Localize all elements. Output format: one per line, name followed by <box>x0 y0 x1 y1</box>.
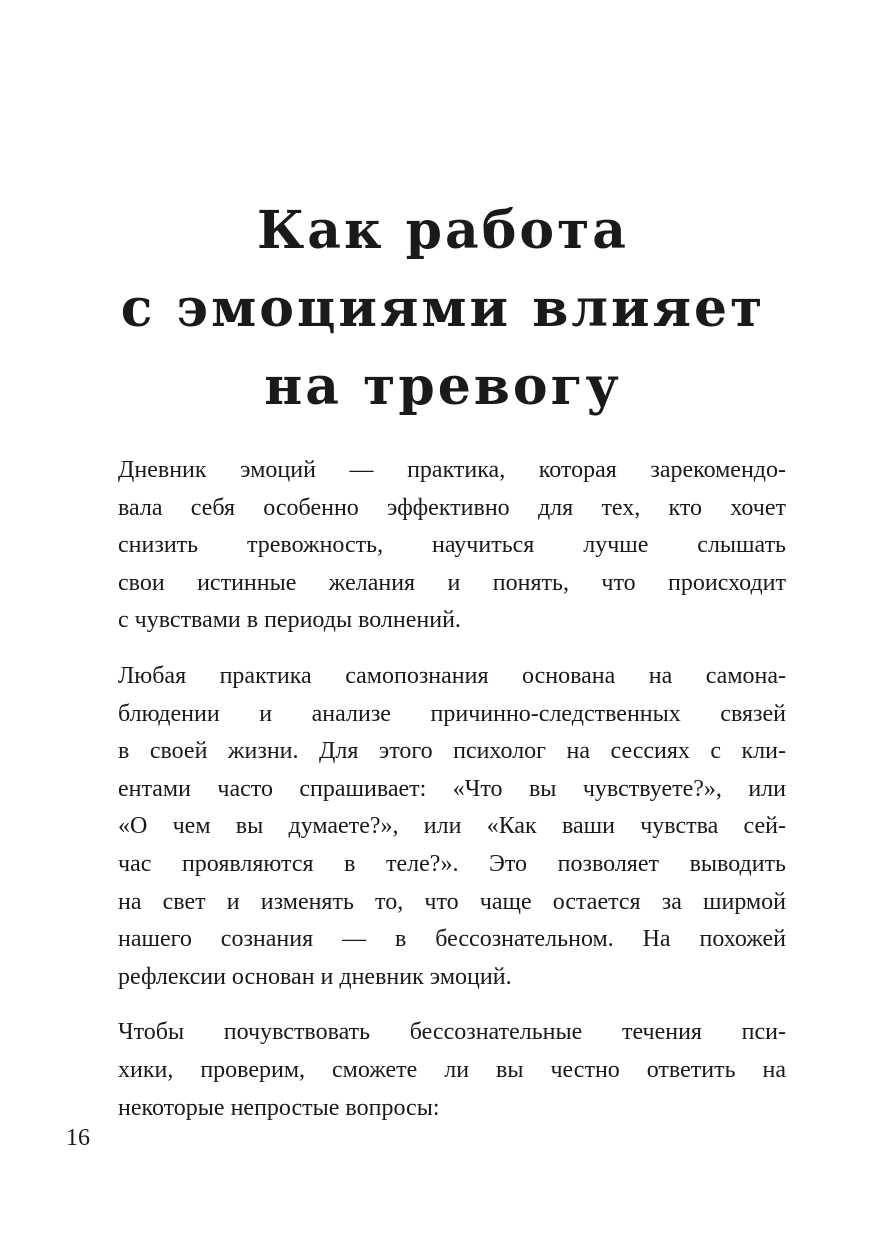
text-line: хики, проверим, сможете ли вы честно ответить на <box>118 1056 786 1083</box>
text-line: час проявляются в теле?». Это позволяет выводить <box>118 850 786 877</box>
chapter-title-line: с эмоциями влияет <box>120 278 766 339</box>
text-line: рефлексии основан и дневник эмоций. <box>118 963 512 990</box>
text-line: на свет и изменять то, что чаще остается за ширмой <box>118 888 786 915</box>
paragraph-questions-intro <box>118 1014 786 1127</box>
text-line: в своей жизни. Для этого психолог на сессиях с кли- <box>118 738 786 765</box>
text-line: ентами часто спрашивает: «Что вы чувствуете?», или <box>118 775 786 802</box>
text-line: некоторые непростые вопросы: <box>118 1094 440 1121</box>
paragraph-emotion-diary <box>118 452 786 640</box>
text-line: Дневник эмоций — практика, которая зарекомендо- <box>118 457 786 483</box>
text-line: с чувствами в периоды волнений. <box>118 607 461 634</box>
chapter-title-line: Как работа <box>257 200 629 261</box>
text-line: Чтобы почувствовать бессознательные течения пси- <box>118 1019 786 1046</box>
text-line: «О чем вы думаете?», или «Как ваши чувства сей- <box>118 813 786 840</box>
text-line: снизить тревожность, научиться лучше слышать <box>118 532 786 559</box>
text-line: вала себя особенно эффективно для тех, кто хочет <box>118 494 786 521</box>
chapter-title <box>0 192 886 426</box>
paragraph-self-knowledge <box>118 658 786 996</box>
page-number: 16 <box>66 1125 90 1151</box>
text-line: свои истинные желания и понять, что происходит <box>118 569 786 596</box>
body-text <box>118 452 786 1145</box>
text-line: блюдении и анализе причинно-следственных связей <box>118 700 786 727</box>
text-line: Любая практика самопознания основана на самона- <box>118 662 786 689</box>
chapter-title-line: на тревогу <box>264 356 622 417</box>
text-line: нашего сознания — в бессознательном. На похожей <box>118 926 786 953</box>
